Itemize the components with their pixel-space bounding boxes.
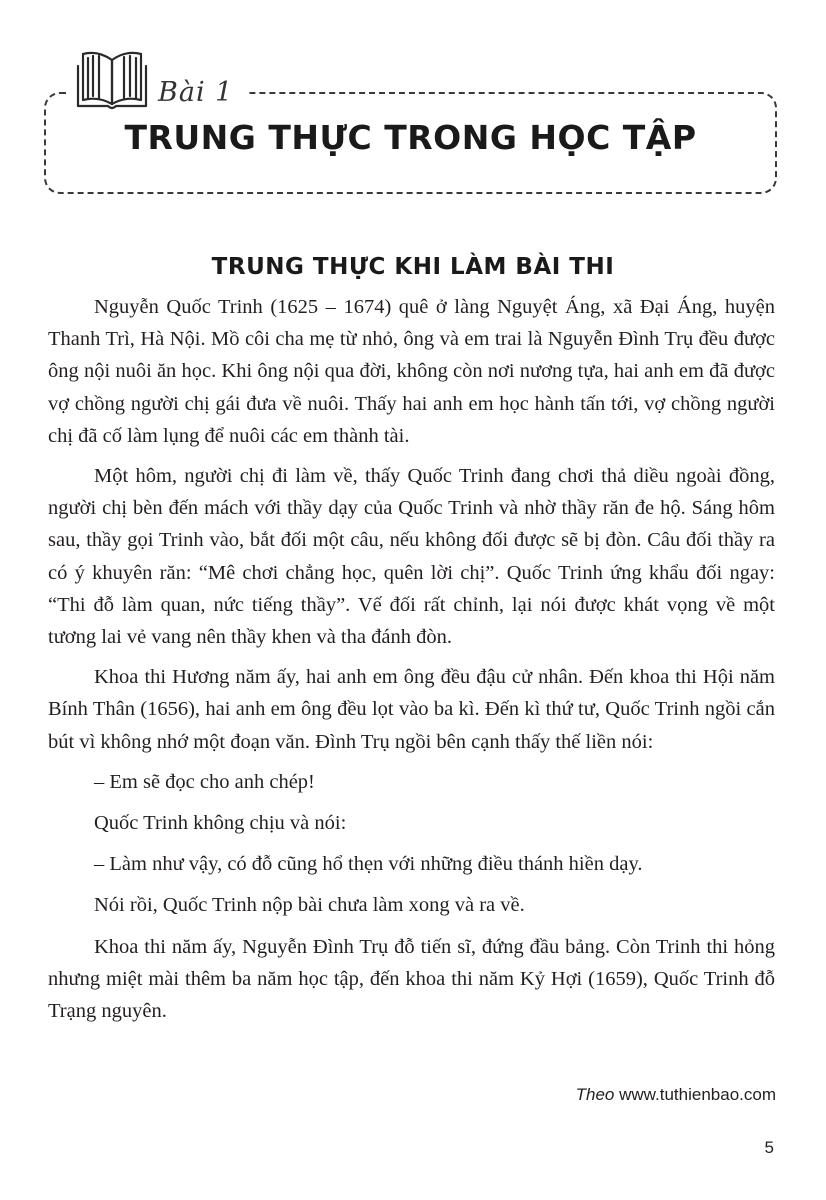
dialogue-line: – Làm như vậy, có đỗ cũng hổ thẹn với những điều thánh hiền dạy. (94, 853, 643, 876)
story-title: TRUNG THỰC KHI LÀM BÀI THI (211, 254, 615, 280)
source-link: www.tuthienbao.com (619, 1085, 776, 1104)
story-paragraph: Nói rồi, Quốc Trinh nộp bài chưa làm xong và ra về. (94, 894, 525, 917)
story-paragraph: Khoa thi năm ấy, Nguyễn Đình Trụ đỗ tiến sĩ, đứng đầu bảng. Còn Trinh thi hỏng nhưng miệt mài thêm ba năm học tập, đến khoa thi năm Kỷ Hợi (1659), Quốc Trinh đỗ Trạng nguyên. (48, 935, 775, 1023)
story-paragraph: Nguyễn Quốc Trinh (1625 – 1674) quê ở làng Nguyệt Áng, xã Đại Áng, huyện Thanh Trì, Hà Nội. Mồ côi cha mẹ từ nhỏ, ông và em trai là Nguyễn Đình Trụ đều được ông nội nuôi ăn học. Khi ông nội qua đời, không còn nơi nương tựa, hai anh em đã được vợ chồng người chị gái đưa về nuôi. Thấy hai anh em học hành tấn tới, vợ chồng người chị đã cố làm lụng để nuôi các em thành tài. (48, 296, 775, 447)
dialogue-line: – Em sẽ đọc cho anh chép! (94, 770, 315, 793)
story-paragraph: Quốc Trinh không chịu và nói: (94, 812, 347, 835)
story-paragraph: Khoa thi Hương năm ấy, hai anh em ông đều đậu cử nhân. Đến khoa thi Hội năm Bính Thân (1656), hai anh em ông đều lọt vào ba kì. Đến kì thứ tư, Quốc Trinh ngồi cắn bút vì không nhớ một đoạn văn. Đình Trụ ngồi bên cạnh thấy thế liền nói: (48, 666, 775, 753)
book-icon (72, 46, 152, 116)
source-prefix: Theo (575, 1085, 615, 1104)
source-citation (576, 1085, 776, 1105)
page-number: 5 (764, 1138, 774, 1157)
lesson-label: Bài 1 (158, 77, 234, 108)
lesson-title: TRUNG THỰC TRONG HỌC TẬP (124, 118, 697, 157)
story-paragraph: Một hôm, người chị đi làm về, thấy Quốc Trinh đang chơi thả diều ngoài đồng, người chị bèn đến mách với thầy dạy của Quốc Trinh và nhờ thầy răn đe hộ. Sáng hôm sau, thầy gọi Trinh vào, bắt đối một câu, nếu không đối được sẽ bị đòn. Câu đối thầy ra có ý khuyên răn: “Mê chơi chẳng học, quên lời chị”. Quốc Trinh ứng khẩu đối ngay: “Thi đỗ làm quan, nức tiếng thầy”. Vế đối rất chỉnh, lại nói được khát vọng về một tương lai vẻ vang nên thầy khen và tha đánh đòn. (48, 465, 775, 649)
story-body (48, 291, 775, 1035)
